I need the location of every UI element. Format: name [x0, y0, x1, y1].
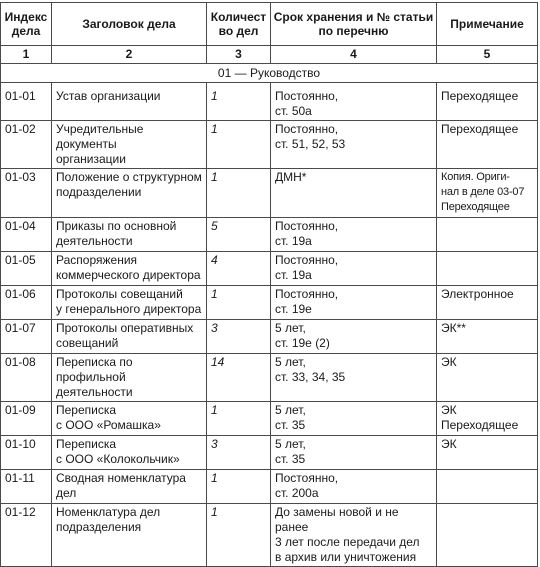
case-index: 01-01 [1, 83, 52, 121]
retention-term [271, 320, 437, 354]
case-title [52, 470, 207, 504]
retention-term [271, 354, 437, 402]
header-count: Количество дел [207, 3, 271, 46]
title-line: Положение о структурном [56, 170, 202, 184]
term-line: ст. 19а [275, 234, 312, 248]
term-line: ст. 51, 52, 53 [275, 137, 346, 151]
term-line: ст. 50а [275, 104, 312, 118]
case-title [52, 436, 207, 470]
case-count: 1 [207, 83, 271, 121]
case-note [437, 436, 538, 470]
title-line: Учредительные документы [56, 122, 144, 151]
case-count: 1 [207, 504, 271, 567]
case-count: 1 [207, 169, 271, 218]
note-line: Переходящее [441, 201, 510, 213]
section-row [1, 64, 538, 83]
case-count: 1 [207, 286, 271, 320]
case-title [52, 504, 207, 567]
case-count: 3 [207, 320, 271, 354]
case-count: 5 [207, 218, 271, 252]
case-count: 1 [207, 470, 271, 504]
case-note [437, 402, 538, 436]
case-index: 01-08 [1, 354, 52, 402]
note-line: ЭК [441, 437, 457, 451]
term-line: 5 лет, [275, 355, 306, 369]
header-term: Срок хранения и № статьи по перечню [271, 3, 437, 46]
case-note [437, 121, 538, 169]
column-number: 1 [1, 46, 52, 64]
case-index: 01-05 [1, 252, 52, 286]
note-line: ЭК [441, 403, 457, 417]
title-line: подразделения [56, 520, 142, 534]
term-line: ст. 200а [275, 486, 319, 500]
case-title [52, 354, 207, 402]
case-title [52, 402, 207, 436]
case-index: 01-06 [1, 286, 52, 320]
table-row [1, 402, 538, 436]
header-note: Примечание [437, 3, 538, 46]
note-line: Электронное [441, 287, 514, 301]
term-line: ст. 19е (2) [275, 336, 330, 350]
case-title [52, 252, 207, 286]
note-line: Переходящее [441, 89, 519, 103]
table-row [1, 83, 538, 121]
case-index: 01-04 [1, 218, 52, 252]
nomenclature-document [0, 2, 538, 567]
title-line: коммерческого директора [56, 268, 201, 282]
case-note [437, 470, 538, 504]
case-count: 4 [207, 252, 271, 286]
case-note [437, 218, 538, 252]
term-line: в архив или уничтожения [275, 550, 417, 564]
column-numbers-row [1, 46, 538, 64]
title-line: с ООО «Колокольчик» [56, 452, 180, 466]
column-number: 4 [271, 46, 437, 64]
retention-term [271, 83, 437, 121]
case-index: 01-11 [1, 470, 52, 504]
case-index: 01-09 [1, 402, 52, 436]
title-line: Протоколы совещаний [56, 287, 183, 301]
term-line: До замены новой и не ранее [275, 505, 399, 534]
table-row [1, 252, 538, 286]
table-row [1, 121, 538, 169]
table-row [1, 218, 538, 252]
title-line: Протоколы оперативных [56, 321, 194, 335]
retention-term [271, 252, 437, 286]
case-title [52, 218, 207, 252]
case-title [52, 286, 207, 320]
case-index: 01-10 [1, 436, 52, 470]
title-line: Распоряжения [56, 253, 138, 267]
title-line: организации [56, 152, 126, 166]
table-row [1, 470, 538, 504]
column-number: 5 [437, 46, 538, 64]
term-line: ДМН* [275, 170, 307, 184]
term-line: 3 лет после передачи дел [275, 535, 420, 549]
title-line: с ООО «Ромашка» [56, 418, 161, 432]
case-index: 01-02 [1, 121, 52, 169]
retention-term [271, 436, 437, 470]
term-line: 5 лет, [275, 403, 306, 417]
table-row [1, 320, 538, 354]
table-row [1, 354, 538, 402]
title-line: деятельности [56, 385, 133, 399]
retention-term [271, 121, 437, 169]
case-title [52, 320, 207, 354]
table-row [1, 436, 538, 470]
table-row [1, 504, 538, 567]
case-title [52, 83, 207, 121]
case-index: 01-03 [1, 169, 52, 218]
title-line: Приказы по основной [56, 219, 177, 233]
column-number: 3 [207, 46, 271, 64]
case-note [437, 320, 538, 354]
case-index: 01-12 [1, 504, 52, 567]
term-line: 5 лет, [275, 437, 306, 451]
term-line: Постоянно, [275, 219, 339, 233]
retention-term [271, 402, 437, 436]
header-title: Заголовок дела [52, 3, 207, 46]
retention-term [271, 470, 437, 504]
title-line: у генерального директора [56, 302, 202, 316]
table-row [1, 286, 538, 320]
term-line: Постоянно, [275, 89, 339, 103]
term-line: ст. 33, 34, 35 [275, 370, 346, 384]
term-line: 5 лет, [275, 321, 306, 335]
case-count: 3 [207, 436, 271, 470]
section-title: 01 — Руководство [1, 64, 538, 83]
case-count: 1 [207, 402, 271, 436]
term-line: Постоянно, [275, 287, 339, 301]
case-note [437, 286, 538, 320]
term-line: ст. 35 [275, 418, 306, 432]
case-title [52, 121, 207, 169]
note-line: Переходящее [441, 418, 519, 432]
note-line: нал в деле 03-07 [441, 186, 525, 198]
case-count: 1 [207, 121, 271, 169]
column-number: 2 [52, 46, 207, 64]
term-line: Постоянно, [275, 253, 339, 267]
title-line: Устав организации [56, 89, 161, 103]
case-count: 14 [207, 354, 271, 402]
note-line: ЭК** [441, 321, 466, 335]
term-line: Постоянно, [275, 471, 339, 485]
retention-term [271, 504, 437, 567]
case-index: 01-07 [1, 320, 52, 354]
term-line: ст. 35 [275, 452, 306, 466]
case-note [437, 83, 538, 121]
note-line: Переходящее [441, 122, 519, 136]
retention-term [271, 169, 437, 218]
title-line: совещаний [56, 336, 119, 350]
note-line: ЭК [441, 355, 457, 369]
case-note [437, 504, 538, 567]
note-line: Копия. Ориги- [441, 171, 510, 183]
nomenclature-table [0, 2, 538, 567]
title-line: Сводная номенклатура дел [56, 471, 186, 500]
case-note [437, 354, 538, 402]
title-line: подразделении [56, 185, 142, 199]
case-note [437, 252, 538, 286]
title-line: Переписка [56, 403, 117, 417]
table-row [1, 169, 538, 218]
term-line: Постоянно, [275, 122, 339, 136]
term-line: ст. 19а [275, 268, 312, 282]
header-index: Индекс дела [1, 3, 52, 46]
title-line: Номенклатура дел [56, 505, 161, 519]
table-header-row [1, 3, 538, 46]
case-title [52, 169, 207, 218]
retention-term [271, 286, 437, 320]
title-line: Переписка [56, 437, 117, 451]
term-line: ст. 19е [275, 302, 312, 316]
retention-term [271, 218, 437, 252]
title-line: деятельности [56, 234, 133, 248]
title-line: Переписка по профильной [56, 355, 133, 384]
case-note [437, 169, 538, 218]
